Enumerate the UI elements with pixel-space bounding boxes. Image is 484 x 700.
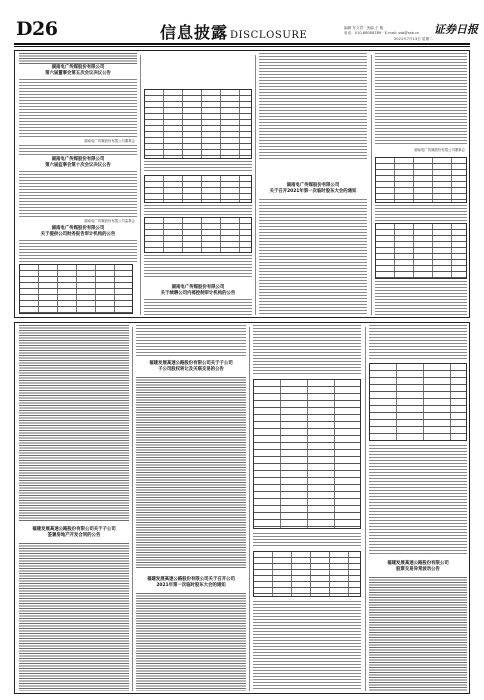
page-number: D26 (16, 18, 58, 40)
notice-table (144, 217, 252, 253)
notice-title: 股票交易异常波动公告 (396, 566, 440, 572)
notice-body (375, 281, 467, 315)
notice-signature: 湖南电广传媒股份有限公司监事会 (84, 219, 135, 223)
lower-column-1 (19, 325, 129, 691)
notice-signature: 湖南电广传媒股份有限公司董事会 (84, 139, 135, 143)
notice-title: 子公司股权转让及关联交易的公告 (158, 366, 224, 372)
notice-body (144, 255, 252, 279)
upper-column-3 (259, 53, 367, 315)
notice-body (375, 53, 467, 145)
notice-table (369, 363, 467, 441)
lower-column-3 (253, 325, 361, 691)
newspaper-logo: 证券日报 (434, 23, 478, 36)
lower-column-2 (136, 325, 246, 691)
upper-column-2 (144, 53, 252, 315)
notice-body (19, 171, 137, 217)
column-divider (249, 327, 250, 691)
page-header (0, 0, 484, 46)
notice-body (19, 145, 137, 155)
issue-date: 2021年7月13日 星期二 (394, 37, 433, 41)
notice-table (375, 223, 467, 279)
notice-heading (19, 527, 129, 538)
notice-company: 福建发展高速公路股份有限公司 (387, 561, 449, 566)
notice-body (19, 543, 129, 691)
notice-table (375, 157, 467, 203)
notice-heading (136, 361, 246, 372)
notice-title: 关于提供公司财务报告审计机构的公告 (40, 231, 116, 237)
notice-table (144, 175, 252, 203)
notice-company: 湖南电广传媒股份有限公司 (51, 157, 105, 162)
notice-body (259, 199, 367, 315)
notice-body (375, 205, 467, 221)
notice-company: 福建发展高速公路股份有限公司关于子公司 (149, 361, 233, 366)
section-title-cn: 信息披露 (160, 23, 229, 42)
upper-notice-block (14, 50, 470, 318)
notice-company: 湖南电广传媒股份有限公司 (51, 65, 105, 70)
notice-table (253, 379, 361, 529)
notice-body (259, 53, 367, 161)
notice-body (144, 205, 252, 215)
notice-code-lines (19, 53, 137, 65)
notice-heading (369, 561, 467, 572)
column-divider (371, 55, 372, 315)
notice-signature: 湖南电广传媒股份有限公司董事会 (414, 148, 465, 152)
notice-title: 签署房地产开发合同的公告 (47, 532, 101, 538)
notice-company: 湖南电广传媒股份有限公司 (286, 183, 340, 188)
upper-column-4 (375, 53, 467, 315)
notice-body (19, 79, 137, 137)
column-divider (365, 327, 366, 691)
contact-line: 电话：010-68008789 · E-mail: ssb@ssb.cn (344, 31, 420, 35)
editor-line: 编辑 车文君 · 美编 王 敏 (344, 26, 384, 30)
notice-body (253, 325, 361, 375)
notice-body (19, 325, 129, 521)
notice-heading (19, 65, 137, 76)
lower-notice-block (14, 322, 470, 694)
notice-table (253, 551, 361, 597)
notice-heading (259, 183, 367, 194)
notice-heading (19, 157, 137, 168)
notice-heading (144, 285, 252, 296)
notice-title: 关于召开2021年第一次临时股东大会的通知 (269, 188, 357, 194)
notice-company: 湖南电广传媒股份有限公司 (51, 226, 105, 231)
notice-title: 2021年第一次临时股东大会的通知 (156, 582, 226, 588)
notice-company: 湖南电广传媒股份有限公司 (171, 285, 225, 290)
notice-company: 福建发展高速公路股份有限公司关于召开公司 (147, 577, 235, 582)
lower-column-4 (369, 325, 467, 691)
notice-body (369, 325, 467, 359)
column-divider (255, 55, 256, 315)
header-rule-thin (14, 46, 470, 47)
column-divider (140, 55, 141, 315)
notice-body (136, 377, 246, 569)
notice-table (19, 264, 133, 314)
notice-table (144, 89, 252, 159)
notice-body (136, 593, 246, 691)
notice-body (369, 577, 467, 691)
notice-heading (136, 577, 246, 588)
masthead-meta (344, 26, 419, 36)
notice-company: 福建发展高速公路股份有限公司关于子公司 (32, 527, 116, 532)
column-divider (132, 327, 133, 691)
section-title (160, 20, 307, 43)
notice-body (144, 299, 252, 315)
notice-body (19, 240, 137, 262)
header-rule (14, 43, 470, 45)
notice-body (369, 445, 467, 555)
notice-body (136, 325, 246, 357)
notice-heading (19, 226, 137, 237)
notice-body (144, 161, 252, 173)
section-title-en: DISCLOSURE (230, 30, 308, 41)
notice-title: 第六届监事会第十次会议决议公告 (45, 162, 111, 168)
notice-body (253, 601, 361, 691)
upper-column-1 (19, 53, 137, 315)
notice-title: 关于续聘公司内部控制审计机构的公告 (160, 290, 236, 296)
notice-body (253, 533, 361, 547)
notice-title: 第六届董事会第五次会议决议公告 (45, 70, 111, 76)
